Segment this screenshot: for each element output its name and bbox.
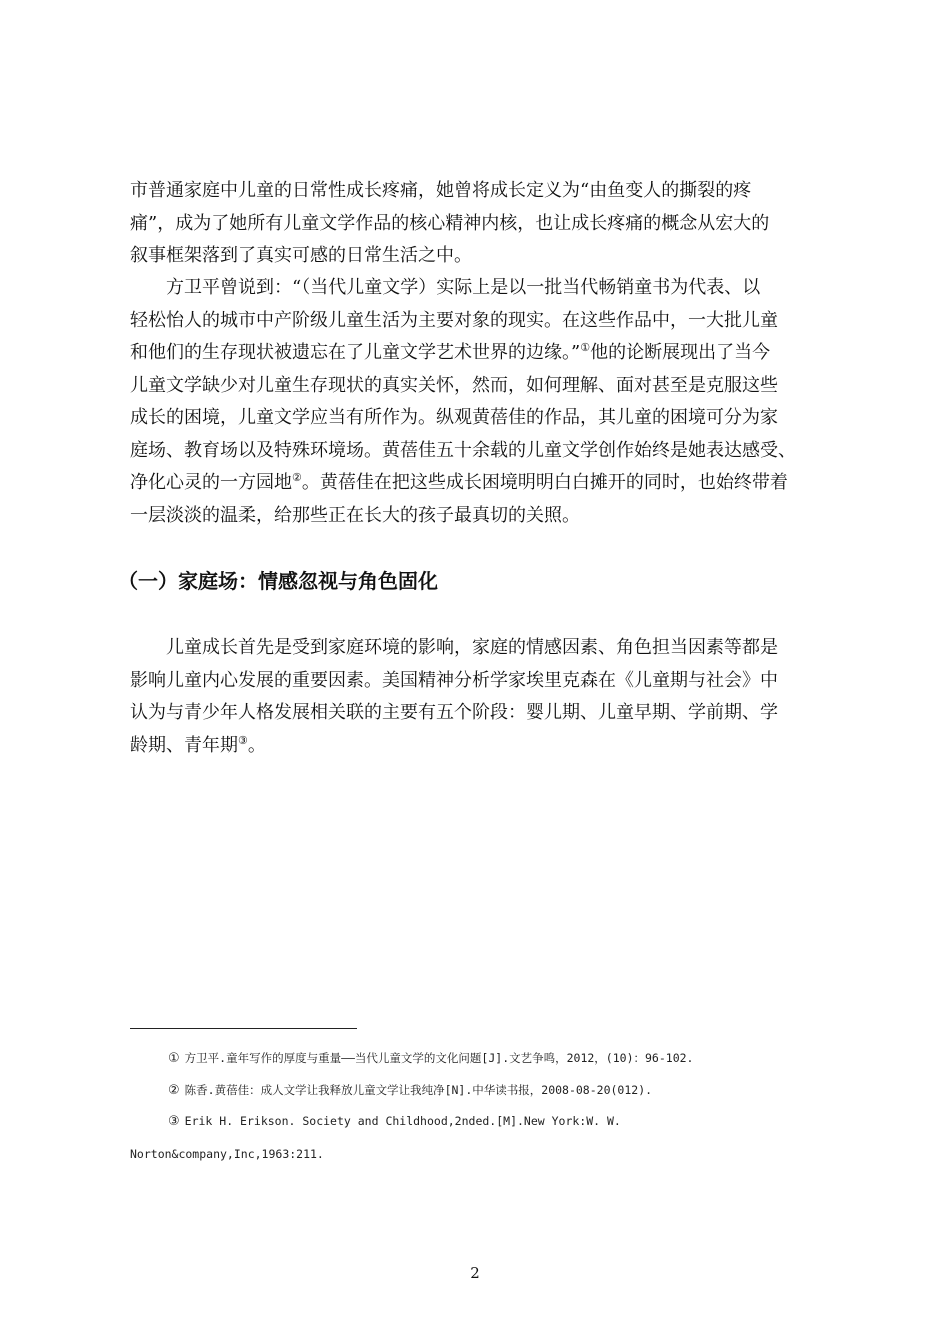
footnote-text: 陈香.黄蓓佳：成人文学让我释放儿童文学让我纯净[N].中华读书报，2008-08-20(012).	[184, 1083, 653, 1097]
footnote-marker: ②	[168, 1083, 180, 1098]
paragraph-family-environment	[130, 632, 820, 762]
footnote-marker: ①	[168, 1051, 180, 1066]
text-line: 认为与青少年人格发展相关联的主要有五个阶段：婴儿期、儿童早期、学前期、学	[130, 702, 778, 723]
footnote-text: Erik H. Erikson. Society and Childhood,2nded.[M].New York:W. W.	[184, 1114, 621, 1128]
footnote-ref-2[interactable]: ②	[292, 471, 302, 484]
text-line-with-footnote	[130, 467, 820, 500]
text-line: 叙事框架落到了真实可感的日常生活之中。	[130, 245, 472, 266]
footnote-2	[168, 1082, 652, 1098]
text-segment: 他的论断展现出了当今	[590, 342, 771, 363]
text-line: 一层淡淡的温柔，给那些正在长大的孩子最真切的关照。	[130, 504, 580, 526]
footnote-ref-3[interactable]: ③	[238, 733, 248, 747]
text-line-with-footnote	[130, 730, 820, 763]
paragraph-continuation	[130, 175, 820, 273]
footnote-ref-1[interactable]: ①	[580, 341, 591, 354]
text-line: 儿童成长首先是受到家庭环境的影响，家庭的情感因素、角色担当因素等都是	[166, 637, 778, 658]
text-line: 影响儿童内心发展的重要因素。美国精神分析学家埃里克森在《儿童期与社会》中	[130, 669, 778, 691]
text-segment: 净化心灵的一方园地	[130, 472, 292, 493]
page-number: 2	[470, 1264, 480, 1282]
text-segment: 龄期、青年期	[130, 734, 238, 756]
text-line: 市普通家庭中儿童的日常性成长疼痛，她曾将成长定义为“由鱼变人的撕裂的疼	[130, 180, 752, 201]
section-heading: （一）家庭场：情感忽视与角色固化	[118, 569, 438, 593]
text-line: 轻松怡人的城市中产阶级儿童生活为主要对象的现实。在这些作品中，一大批儿童	[130, 309, 778, 331]
footnote-text: 方卫平.童年写作的厚度与重量——当代儿童文学的文化问题[J].文艺争鸣，2012，(10)：96-102.	[184, 1051, 694, 1065]
footnote-1	[168, 1050, 693, 1066]
text-line: 儿童文学缺少对儿童生存现状的真实关怀，然而，如何理解、面对甚至是克服这些	[130, 374, 778, 396]
paragraph-fang-weiping-quote	[130, 272, 820, 532]
footnote-separator	[130, 1028, 357, 1029]
text-segment: 和他们的生存现状被遗忘在了儿童文学艺术世界的边缘。”	[130, 342, 581, 363]
text-line-with-footnote	[130, 337, 820, 370]
text-segment: 。黄蓓佳在把这些成长困境明明白白摊开的同时，也始终带着	[301, 472, 788, 493]
text-line: 庭场、教育场以及特殊环境场。黄蓓佳五十余载的儿童文学创作始终是她表达感受、	[130, 439, 796, 461]
text-line: 方卫平曾说到：“（当代儿童文学）实际上是以一批当代畅销童书为代表、以	[166, 277, 761, 298]
text-line: 成长的困境，儿童文学应当有所作为。纵观黄蓓佳的作品，其儿童的困境可分为家	[130, 407, 778, 428]
footnote-3	[168, 1114, 621, 1129]
footnote-3-continuation: Norton&company,Inc,1963:211.	[130, 1147, 324, 1161]
footnote-marker: ③	[168, 1114, 180, 1129]
text-line: 痛”，成为了她所有儿童文学作品的核心精神内核，也让成长疼痛的概念从宏大的	[130, 212, 770, 234]
text-segment: 。	[247, 734, 266, 756]
